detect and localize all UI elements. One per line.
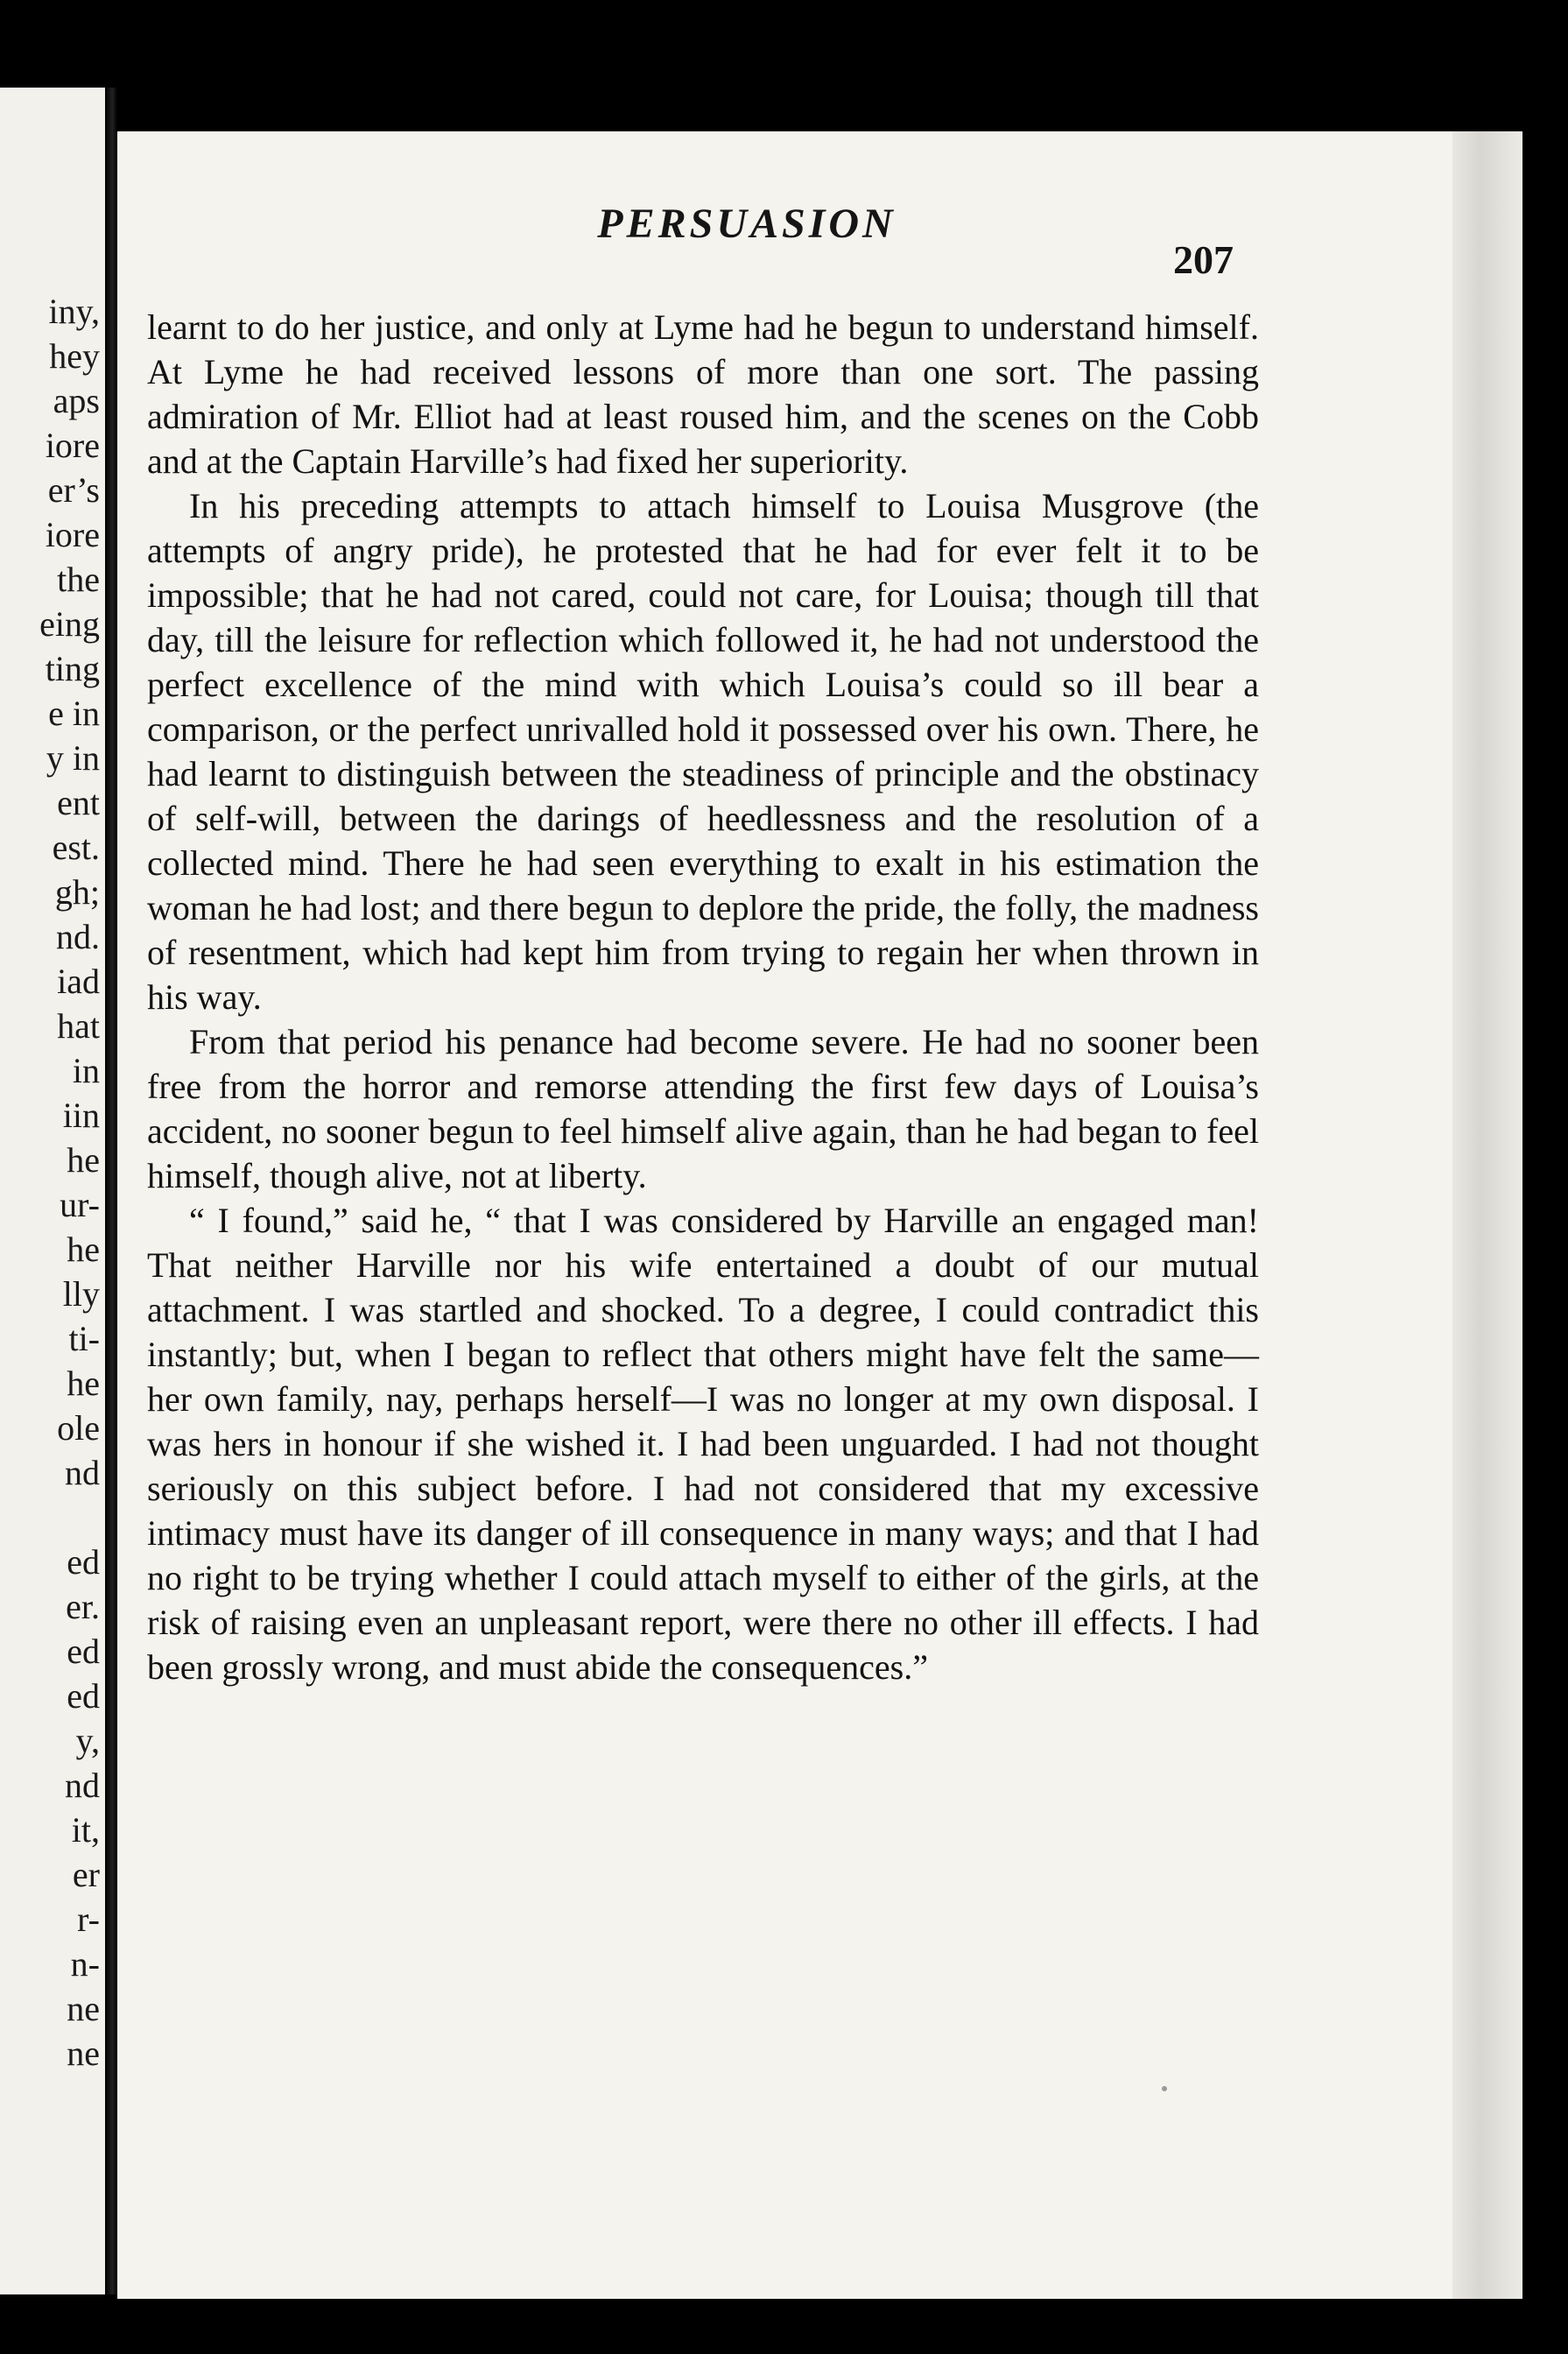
book-gutter bbox=[105, 88, 117, 2294]
margin-fragment: e in bbox=[48, 694, 100, 733]
margin-fragment: ne bbox=[67, 2033, 100, 2073]
margin-fragment: ti- bbox=[68, 1319, 100, 1358]
margin-fragment: y, bbox=[75, 1721, 100, 1760]
margin-fragment: ent bbox=[57, 783, 100, 822]
margin-fragment: the bbox=[57, 560, 100, 599]
margin-fragment: ed bbox=[67, 1676, 100, 1716]
margin-fragment: er. bbox=[66, 1587, 100, 1626]
margin-fragment: he bbox=[67, 1364, 100, 1403]
margin-fragment: nd. bbox=[56, 917, 100, 956]
margin-fragment: in bbox=[72, 1051, 100, 1090]
margin-fragment: iin bbox=[62, 1096, 100, 1135]
margin-fragment: r- bbox=[77, 1899, 100, 1939]
margin-fragment: ne bbox=[67, 1989, 100, 2028]
margin-fragment: it, bbox=[71, 1810, 100, 1850]
body-text bbox=[147, 305, 1259, 1689]
margin-fragment: y in bbox=[46, 738, 100, 778]
margin-fragment: hey bbox=[49, 336, 100, 376]
margin-fragment: he bbox=[67, 1140, 100, 1180]
margin-fragment: ur- bbox=[60, 1185, 100, 1224]
page-number: 207 bbox=[1173, 237, 1234, 282]
margin-fragment: er’s bbox=[47, 470, 100, 510]
margin-fragment: ting bbox=[45, 649, 100, 688]
margin-fragment: hat bbox=[57, 1006, 100, 1046]
margin-fragment: ed bbox=[67, 1632, 100, 1671]
margin-fragment: ole bbox=[57, 1408, 100, 1448]
margin-fragment: lly bbox=[62, 1274, 100, 1314]
margin-fragment: he bbox=[67, 1230, 100, 1269]
scan-border bbox=[1522, 131, 1568, 2299]
margin-fragment: iore bbox=[45, 515, 100, 554]
margin-fragment: nd bbox=[65, 1766, 100, 1805]
margin-fragment: eing bbox=[39, 604, 100, 644]
margin-fragment: est. bbox=[52, 828, 100, 867]
running-title: PERSUASION bbox=[597, 201, 897, 247]
facing-page-fragment bbox=[0, 88, 105, 2294]
margin-fragment: iad bbox=[57, 962, 100, 1001]
margin-fragment: iore bbox=[45, 426, 100, 465]
paragraph: “ I found,” said he, “ that I was considered by Harville an engaged man! That neither Harville nor his wife entertained a doubt of our mutual attachment. I was startled and shocked. To a degree, I could contradict this instantly; but, when I began to reflect that others might have felt the same—her own family, nay, perhaps herself—I was no longer at my own disposal. I was hers in honour if she wished it. I had been unguarded. I had not thought seriously on this subject before. I had not considered that my excessive intimacy must have its danger of ill consequence in many ways; and that I had no right to be trying whether I could attach myself to either of the girls, at the risk of raising even an unpleasant report, were there no other ill effects. I had been grossly wrong, and must abide the consequences.” bbox=[147, 1201, 1259, 1687]
margin-fragment: iny, bbox=[48, 292, 100, 331]
margin-fragment: n- bbox=[70, 1944, 100, 1984]
paragraph: In his preceding attempts to attach himself to Louisa Musgrove (the attempts of angry pride), he protested that he had for ever felt it to be impossible; that he had not cared, could not care, for Louisa; though till that day, till the leisure for reflection which followed it, he had not understood the perfect excellence of the mind with which Louisa’s could so ill bear a comparison, or the perfect unrivalled hold it possessed over his own. There, he had learnt to distinguish between the steadiness of principle and the obstinacy of self-will, between the darings of heedlessness and the resolution of a collected mind. There he had seen everything to exalt in his estimation the woman he had lost; and there begun to deplore the pride, the folly, the madness of resentment, which had kept him from trying to regain her when thrown in his way. bbox=[147, 486, 1259, 1017]
margin-fragment: ed bbox=[67, 1542, 100, 1582]
margin-fragment: er bbox=[72, 1855, 100, 1894]
page-edge bbox=[1452, 131, 1522, 2299]
margin-fragment: aps bbox=[53, 381, 100, 420]
margin-fragment: gh; bbox=[54, 872, 100, 912]
paragraph: learnt to do her justice, and only at Lyme had he begun to understand himself. At Lyme he had received lessons of more than one sort. The passing admiration of Mr. Elliot had at least roused him, and the scenes on the Cobb and at the Captain Harville’s had fixed her superiority. bbox=[147, 307, 1259, 481]
margin-fragment: nd bbox=[65, 1453, 100, 1492]
paragraph: From that period his penance had become severe. He had no sooner been free from the horror and remorse attending the first few days of Louisa’s accident, no sooner begun to feel himself alive again, than he had began to feel himself, though alive, not at liberty. bbox=[147, 1022, 1259, 1195]
ink-speck bbox=[1162, 2086, 1167, 2091]
